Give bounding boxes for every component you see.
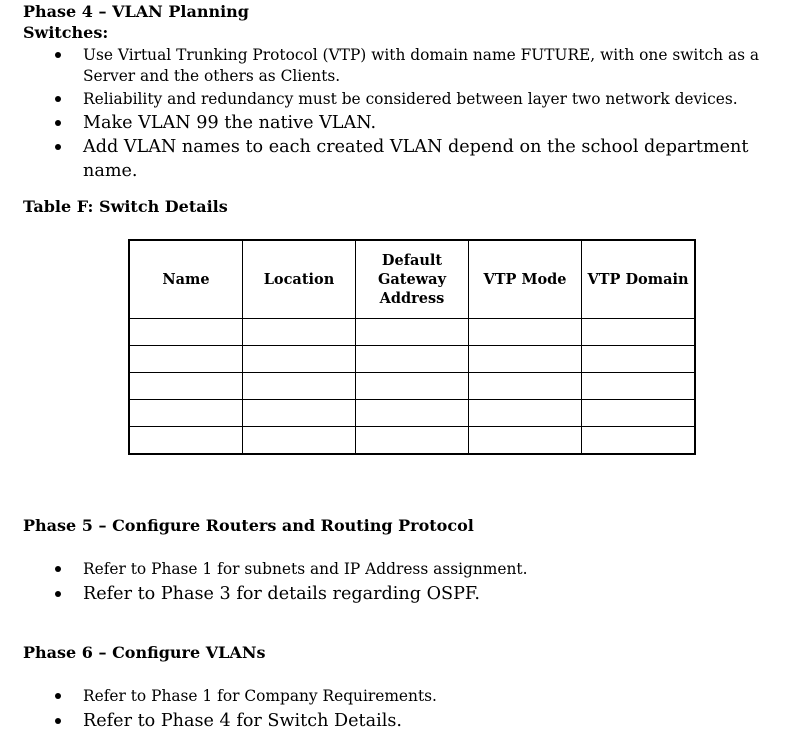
header-gateway-line1: Default [381,252,443,269]
table-cell [129,400,243,427]
switch-details-table [128,239,696,455]
table-cell [469,373,582,400]
phase4-bullet-list [23,45,783,183]
table-cell [356,427,469,455]
list-item [23,582,783,606]
header-gateway-line3: Address [379,290,445,307]
phase5-bullet-list [23,559,783,606]
bullet-icon [55,144,61,150]
list-item [23,135,783,183]
table-cell [129,373,243,400]
table-cell [129,427,243,455]
list-item-text: Reliability and redundancy must be considered between layer two network devices. [83,90,738,108]
table-cell [243,400,356,427]
table-cell [129,346,243,373]
bullet-icon [55,591,61,597]
phase4-subtitle: Switches: [23,23,109,42]
table-cell [469,319,582,346]
table-cell [243,346,356,373]
list-item [23,559,783,580]
bullet-icon [55,96,61,102]
bullet-icon [55,120,61,126]
list-item [23,686,783,707]
list-item-text: Refer to Phase 1 for Company Requirements. [83,687,437,705]
table-cell [356,373,469,400]
header-gateway-line2: Gateway [377,271,446,288]
table-cell [582,427,696,455]
list-item-text: Refer to Phase 4 for Switch Details. [83,711,402,731]
table-cell [243,319,356,346]
table-cell [582,346,696,373]
table-row [129,373,695,400]
list-item [23,45,783,87]
table-cell [356,319,469,346]
list-item [23,89,783,110]
table-cell [582,373,696,400]
header-vtp-domain: VTP Domain [582,240,696,319]
header-location: Location [243,240,356,319]
table-cell [582,319,696,346]
table-row [129,400,695,427]
header-vtp-mode: VTP Mode [469,240,582,319]
table-cell [469,400,582,427]
table-cell [243,427,356,455]
phase6-title: Phase 6 – Configure VLANs [23,643,266,662]
bullet-icon [55,693,61,699]
table-cell [356,346,469,373]
bullet-icon [55,52,61,58]
table-cell [129,319,243,346]
header-name: Name [129,240,243,319]
header-default-gateway [356,240,469,319]
phase6-bullet-list [23,686,783,733]
phase4-title: Phase 4 – VLAN Planning [23,2,249,21]
bullet-icon [55,566,61,572]
table-cell [356,400,469,427]
table-cell [469,346,582,373]
table-header-row [129,240,695,319]
table-caption: Table F: Switch Details [23,197,228,216]
list-item [23,111,783,135]
table-cell [582,400,696,427]
table-cell [469,427,582,455]
bullet-icon [55,718,61,724]
list-item-text: Refer to Phase 3 for details regarding OSPF. [83,584,480,604]
list-item-text: Add VLAN names to each created VLAN depend on the school department name. [83,137,749,181]
list-item-text: Refer to Phase 1 for subnets and IP Address assignment. [83,560,528,578]
list-item-text: Use Virtual Trunking Protocol (VTP) with domain name FUTURE, with one switch as a Server and the others as Clients. [83,46,760,85]
table-row [129,346,695,373]
table-row [129,427,695,455]
list-item [23,709,783,733]
table-row [129,319,695,346]
phase5-title: Phase 5 – Configure Routers and Routing Protocol [23,516,474,535]
table-cell [243,373,356,400]
list-item-text: Make VLAN 99 the native VLAN. [83,113,377,133]
